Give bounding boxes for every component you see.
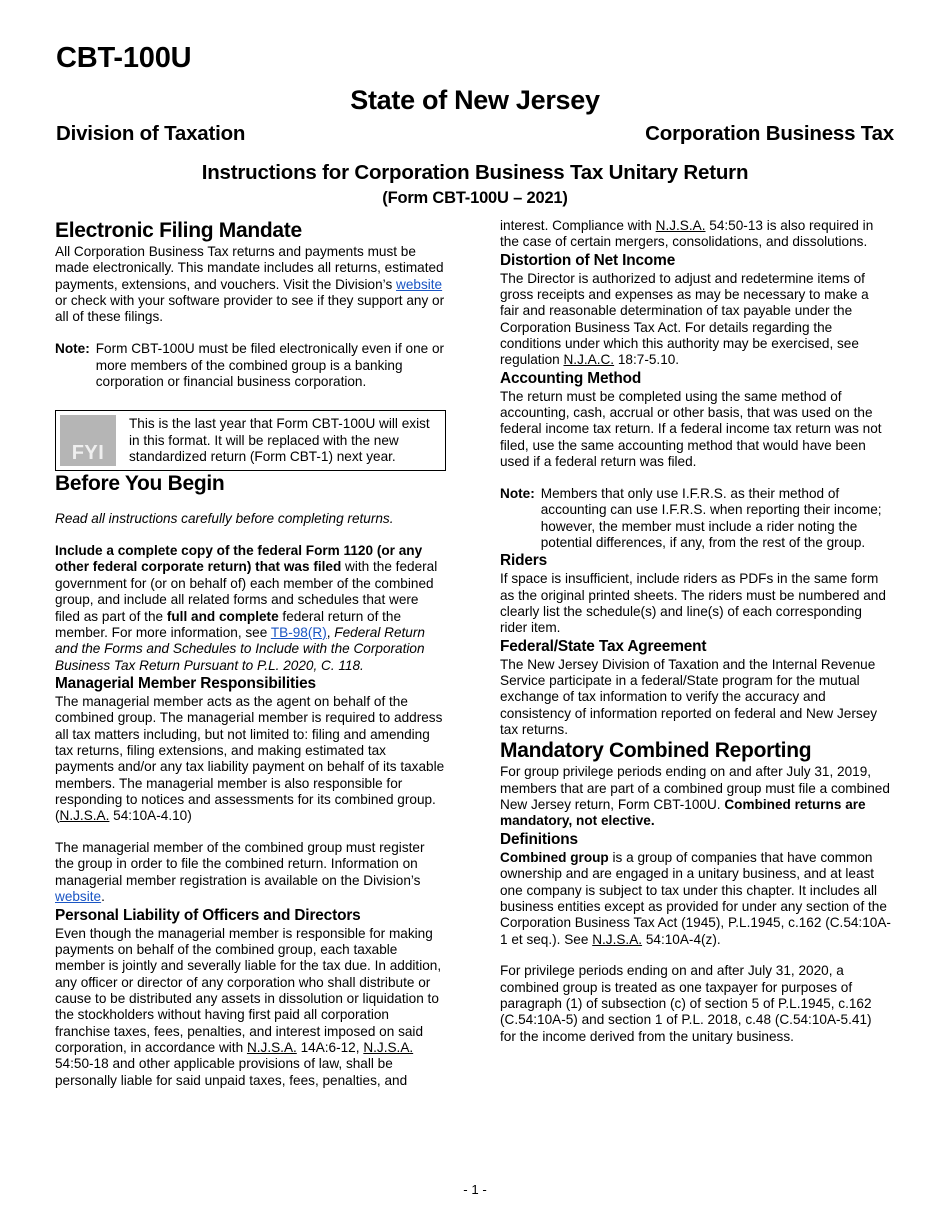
page-number: - 1 - — [463, 1182, 487, 1197]
pl-text-c: 54:50-18 and other applicable provisions of law, shall be personally liable for said unpaid taxes, fees, penalties, and — [55, 1056, 408, 1088]
mm-text-b: 54:10A-4.10) — [109, 808, 192, 824]
fyi-callout-box — [55, 410, 446, 471]
header-agency-row — [56, 122, 894, 146]
heading-distortion-of-net-income: Distortion of Net Income — [500, 251, 676, 269]
paragraph-continuation-interest — [500, 218, 891, 251]
fyi-callout-text: This is the last year that Form CBT-100U will exist in this format. It will be replaced with the new standardized return (Form CBT-1) next year. — [129, 416, 430, 464]
tax-type-label: Corporation Business Tax — [645, 122, 894, 145]
division-label: Division of Taxation — [56, 122, 246, 145]
instructions-title: Instructions for Corporation Business Tax Unitary Return — [201, 161, 749, 184]
mm-text-a: The managerial member acts as the agent on behalf of the combined group. The managerial member is required to address all tax matters including, but not limited to: filing and amending tax returns, filing extensions, and making estimated tax payments and/or any tax liability payment on behalf of its taxable members. The managerial member is also responsible for responding to notices and assessments for its combined group. ( — [55, 693, 445, 824]
paragraph-personal-liability — [55, 926, 446, 1089]
citation-njsa: N.J.S.A. — [59, 808, 110, 824]
citation-njac: N.J.A.C. — [563, 352, 615, 368]
mm2-text-b: . — [101, 889, 105, 905]
heading-mandatory-combined-reporting: Mandatory Combined Reporting — [500, 739, 812, 763]
state-title: State of New Jersey — [350, 85, 600, 115]
paragraph-accounting-method: The return must be completed using the same method of accounting, cash, accrual or other basis, that was used on the federal income tax return. If a federal income tax return was not filed, use the same accounting method that would have been used if a federal return was filed. — [500, 388, 882, 470]
paragraph-include-federal-copy — [55, 543, 446, 674]
heading-managerial-member-responsibilities: Managerial Member Responsibilities — [55, 674, 316, 692]
paragraph-definition-privilege-periods: For privilege periods ending on and after July 31, 2020, a combined group is treated as one taxpayer for purposes of paragraph (1) of subsection (c) of section 5 of P.L.1945, c.162 (C.54:10A-5) and section 1 of P.L. 2018, c.48 (C.54:10A-5.41) for the income derived from the unitary business. — [500, 963, 872, 1044]
paragraph-electronic-filing-mandate — [55, 244, 446, 326]
byb-text-c: , — [326, 624, 335, 640]
heading-riders: Riders — [500, 552, 548, 570]
division-website-link[interactable]: website — [396, 276, 443, 292]
citation-njsa-5450: N.J.S.A. — [363, 1039, 414, 1055]
tb-98r-link[interactable]: TB-98(R) — [270, 624, 327, 640]
heading-electronic-filing-mandate: Electronic Filing Mandate — [55, 219, 302, 242]
heading-federal-state-tax-agreement: Federal/State Tax Agreement — [500, 637, 707, 655]
fyi-icon-label: FYI — [71, 442, 105, 465]
def-term-combined-group: Combined group — [500, 849, 609, 865]
heading-accounting-method: Accounting Method — [500, 369, 642, 387]
dni-text-a: The Director is authorized to adjust and redetermine items of gross receipts and expenses as may be necessary to make a fair and reasonable determination of tax payable under the Corporation Business Tax Act. For details regarding the conditions under which this authority may be exercised, see regulation — [500, 270, 869, 368]
heading-personal-liability: Personal Liability of Officers and Directors — [55, 906, 361, 924]
citation-njsa-5450-13: N.J.S.A. — [655, 218, 706, 233]
mcr-text-a: For group privilege periods ending on and after July 31, 2019, members that are part of a combined group must file a combined New Jersey return, Form CBT-100U. — [500, 764, 890, 813]
right-column — [500, 218, 891, 1045]
byb-text-b: federal return of the member. For more information, see — [55, 608, 402, 640]
paragraph-distortion-of-net-income — [500, 271, 891, 369]
efm-text-a: All Corporation Business Tax returns and payments must be made electronically. This mandate includes all returns, estimated payments, extensions, and vouchers. Visit the Division’s — [55, 244, 444, 292]
def-text-b: 54:10A-4(z). — [642, 931, 721, 947]
mm2-text-a: The managerial member of the combined group must register the group in order to file the combined return. Information on managerial member registration is available on the Division’s — [55, 840, 425, 888]
note-electronic-filing — [55, 341, 446, 390]
byb-italic-title: Federal Return and the Forms and Schedules to Include with the Corporation Business Tax Return Pursuant to P.L. 2020, C. 118. — [55, 624, 425, 673]
cont-text-b: 54:50-13 is also required in the case of certain mergers, consolidations, and dissolutions. — [500, 218, 874, 250]
efm-text-b: or check with your software provider to see if they support any or all of these filings. — [55, 293, 445, 325]
fyi-icon — [60, 415, 116, 466]
mcr-bold: Combined returns are mandatory, not elective. — [500, 797, 866, 829]
pl-text-a: Even though the managerial member is responsible for making payments on behalf of the combined group, each taxable member is jointly and severally liable for the tax due. In addition, any officer or director of any corporation who shall distribute or cause to be distributed any assets in dissolution or liquidation to the stockholders without having first paid all corporation franchise taxes, fees, penalties, and interest imposed on said corporation, in accordance with — [55, 925, 442, 1055]
paragraph-mandatory-combined-reporting — [500, 764, 891, 829]
paragraph-definition-combined-group — [500, 850, 891, 948]
note-label: Note: — [55, 341, 90, 357]
dni-text-b: 18:7-5.10. — [614, 352, 680, 368]
citation-njsa-5410a: N.J.S.A. — [592, 931, 643, 947]
paragraph-federal-state-tax-agreement: The New Jersey Division of Taxation and the Internal Revenue Service participate in a federal/State program for the mutual exchange of tax information to verify the accuracy and consistency of information reported on federal and New Jersey tax returns. — [500, 656, 878, 738]
left-column — [55, 218, 446, 1089]
before-you-begin-intro: Read all instructions carefully before completing returns. — [55, 511, 394, 527]
byb-text-a: with the federal government for (or on behalf of) each member of the combined group, and include all related forms and schedules that were filed as part of the — [55, 559, 438, 624]
page-footer — [0, 1182, 950, 1197]
note-body: Form CBT-100U must be filed electronically even if one or more members of the combined group is a banking corporation or financial business corporation. — [95, 341, 445, 389]
form-year-line: (Form CBT-100U – 2021) — [382, 189, 568, 207]
note-accounting-method — [500, 486, 891, 551]
def-text-a: is a group of companies that have common ownership and are engaged in a unitary business, and at least one company is subject to tax under this chapter. It includes all business entities except as provided for under any section of the Corporation Business Tax Act (1945), P.L.1945, c.162 (C.54:10A-1 et seq.). See — [500, 849, 891, 947]
pl-text-b: 14A:6-12, — [296, 1039, 364, 1055]
form-number: CBT-100U — [56, 42, 192, 74]
note-body: Members that only use I.F.R.S. as their method of accounting can use I.F.R.S. when reporting their income; however, the member must include a rider noting the potential differences, if any, from the rest of the group. — [540, 485, 882, 550]
cont-text-a: interest. Compliance with — [500, 218, 656, 233]
managerial-registration-website-link[interactable]: website — [55, 889, 102, 905]
paragraph-riders: If space is insufficient, include riders as PDFs in the same form as the original printed sheets. The riders must be numbered and clearly list the schedule(s) and line(s) of each corresponding rider item. — [500, 571, 886, 636]
note-label: Note: — [500, 485, 535, 501]
heading-definitions: Definitions — [500, 830, 578, 848]
heading-before-you-begin: Before You Begin — [55, 472, 225, 496]
byb-bold-a: Include a complete copy of the federal Form 1120 (or any other federal corporate return) that was filed — [55, 543, 423, 575]
document-header — [56, 44, 894, 208]
byb-bold-b: full and complete — [166, 608, 279, 624]
paragraph-managerial-member-1 — [55, 694, 446, 825]
paragraph-managerial-member-2 — [55, 840, 446, 905]
citation-njsa-14a: N.J.S.A. — [246, 1039, 297, 1055]
